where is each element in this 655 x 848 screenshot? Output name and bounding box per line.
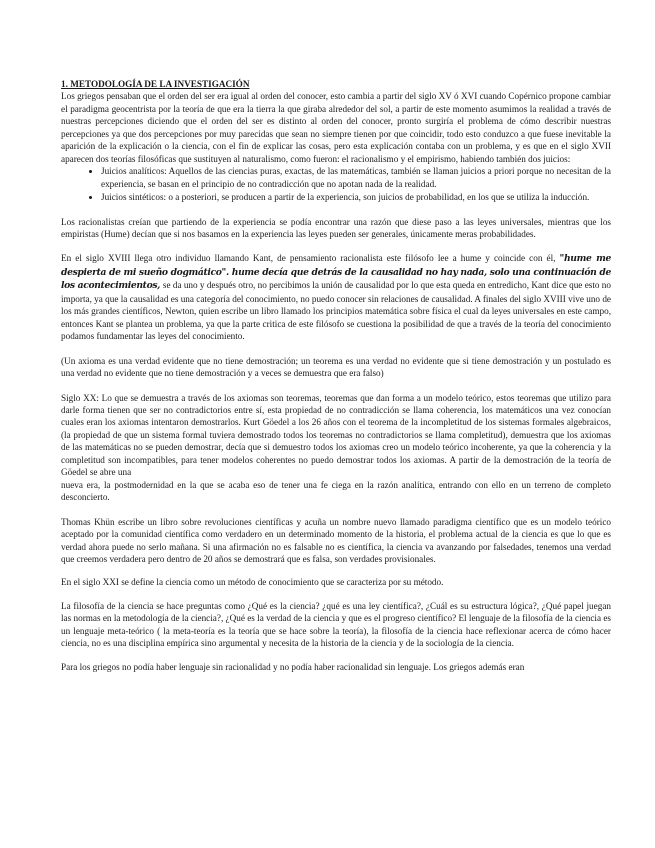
- kuhn-paragraph: Thomas Khün escribe un libro sobre revoluciones científicas y acuña un nombre nuevo llamado paradigma científico que es un modelo teórico aceptado por la comunidad científica como verdadero en un determinado momento de la historia, el problema actual de la ciencia es que lo que es verdad ahora puede no serlo mañana. Si una afirmación no es falsable no es científica, la ciencia va avanzando por falsedades, tenemos una verdad que creemos verdadera pero dentro de 20 años se demostrará que es falsa, son verdades provisionales.: [61, 516, 611, 564]
- hume-quote: "hume me despierta de mi sueño dogmático". hume decía que detrás de la causalidad no hay nada, solo una continuación de los acontecimientos,: [61, 253, 611, 292]
- list-item: • Juicios analíticos: Aquellos de las ciencias puras, exactas, de las matemáticas, también se llaman juicios a priori porque no necesitan de la experiencia, se basan en el principio de no contradicción que no apotan nada de la realidad.: [101, 165, 611, 190]
- godel-paragraph: Siglo XX: Lo que se demuestra a través de los axiomas son teoremas, teoremas que dan forma a un modelo teórico, estos teoremas que utilizo para darle forma tienen que ser no contradictorios entre sí, esta propiedad de no contradicción se llama coherencia, los matemáticos una vez conocían cuales eran los axiomas intentaron demostrarlos. Kurt Göedel a los 26 años con el teorema de la incompletitud de los sistemas formales algebraicos, (la propiedad de que un sistema formal tuviera demostrado todos los teoremas no contradictorios se llama completitud), demuestra que los axiomas de las matemáticas no se pueden demostrar, decía que si demuestro todos los axiomas creo un modelo teórico incoherente, ya que la coherencia y la completitud son incompatibles, para tener modelos coherentes no puedo demostrar todos los axiomas. A partir de la demostración de la teoría de Göedel se abre una: [61, 392, 611, 478]
- greeks-paragraph: Para los griegos no podía haber lenguaje sin racionalidad y no podía haber racionalidad sin lenguaje. Los griegos además eran: [61, 661, 525, 672]
- judgments-list: [61, 165, 611, 203]
- philosophy-paragraph: La filosofía de la ciencia se hace preguntas como ¿Qué es la ciencia? ¿qué es una ley científica?, ¿Cuál es su estructura lógica?, ¿Qué papel juegan las normas en la metodología de la ciencia?, ¿Qué es la verdad de la ciencia y que es el progreso científico? El lenguaje de la filosofía de la ciencia es un lenguaje meta-teórico ( la meta-teoría es la teoría que se hace sobre la teoría), la filosofía de la ciencia hace reflexionar acerca de cómo hacer ciencia, no es una disciplina empírica sino argumental y necesita de la historia de la ciencia y de la sociología de la ciencia.: [61, 600, 611, 649]
- rationalists-paragraph: Los racionalistas creían que partiendo de la experiencia se podía encontrar una razón que diese paso a las leyes universales, mientras que los empiristas (Hume) decían que si nos basamos en la experiencia las leyes pueden ser generales, únicamente meras probabilidades.: [61, 216, 611, 239]
- section-heading: 1. METODOLOGÍA DE LA INVESTIGACIÓN: [61, 79, 250, 89]
- intro-paragraph: Los griegos pensaban que el orden del ser era igual al orden del conocer, esto cambia a partir del siglo XV ó XVI cuando Copérnico propone cambiar el paradigma geocentrista por la teoría de que era la tierra la que giraba alrededor del sol, a partir de este momento asumimos la realidad a través de nuestras percepciones diciendo que el orden del ser es distinto al orden del conocer, pronto surgiría el problema de cómo describir nuestras percepciones ya que dos percepciones por muy parecidas que sean no siempre tienen por que coincidir, todo esto conduzco a que fuese inevitable la aparición de la explicación o la ciencia, con el fin de explicar las cosas, pero esta explicación contaba con un problema, y es que en el siglo XVII aparecen dos teorías filosóficas que sustituyen al naturalismo, como fueron: el racionalismo y el empirismo, habiendo también dos juicios:: [61, 91, 611, 164]
- list-item: • Juicios sintéticos: o a posteriori, se producen a partir de la experiencia, son juicios de probabilidad, en los que se utiliza la inducción.: [101, 191, 611, 203]
- postmodernity-paragraph: nueva era, la postmodernidad en la que se acaba eso de tener una fe ciega en la razón analítica, entrando con ello en un terreno de completo desconcierto.: [61, 479, 611, 503]
- kant-body-text: se da uno y después otro, no percibimos la unión de causalidad por lo que esta queda en entredicho, Kant dice que esto no importa, ya que la causalidad es una categoría del conocimiento, no puedo conocer sin relaciones de causalidad. A finales del siglo XVIII vive uno de los más grandes científicos, Newton, quien escribe un libro llamado los principios matemática sobre física el cual da leyes universales en este campo, entonces Kant se plantea un problema, ya que la parte critica de este filósofo se cuestiona la posibilidad de que a través de la teoría del conocimiento podamos fundamentar las leyes del conocimiento.: [61, 280, 611, 342]
- kant-paragraph: [61, 252, 611, 342]
- axiom-paragraph: (Un axioma es una verdad evidente que no tiene demostración; un teorema es una verdad no evidente que si tiene demostración y un postulado es una verdad no evidente que no tiene demostración y a veces se demuestra que era falso): [61, 355, 611, 379]
- kant-intro-text: En el siglo XVIII llega otro individuo llamando Kant, de pensamiento racionalista este filósofo lee a hume y coincide con él,: [61, 253, 560, 264]
- xxi-century-paragraph: En el siglo XXI se define la ciencia como un método de conocimiento que se caracteriza por su método.: [61, 577, 444, 588]
